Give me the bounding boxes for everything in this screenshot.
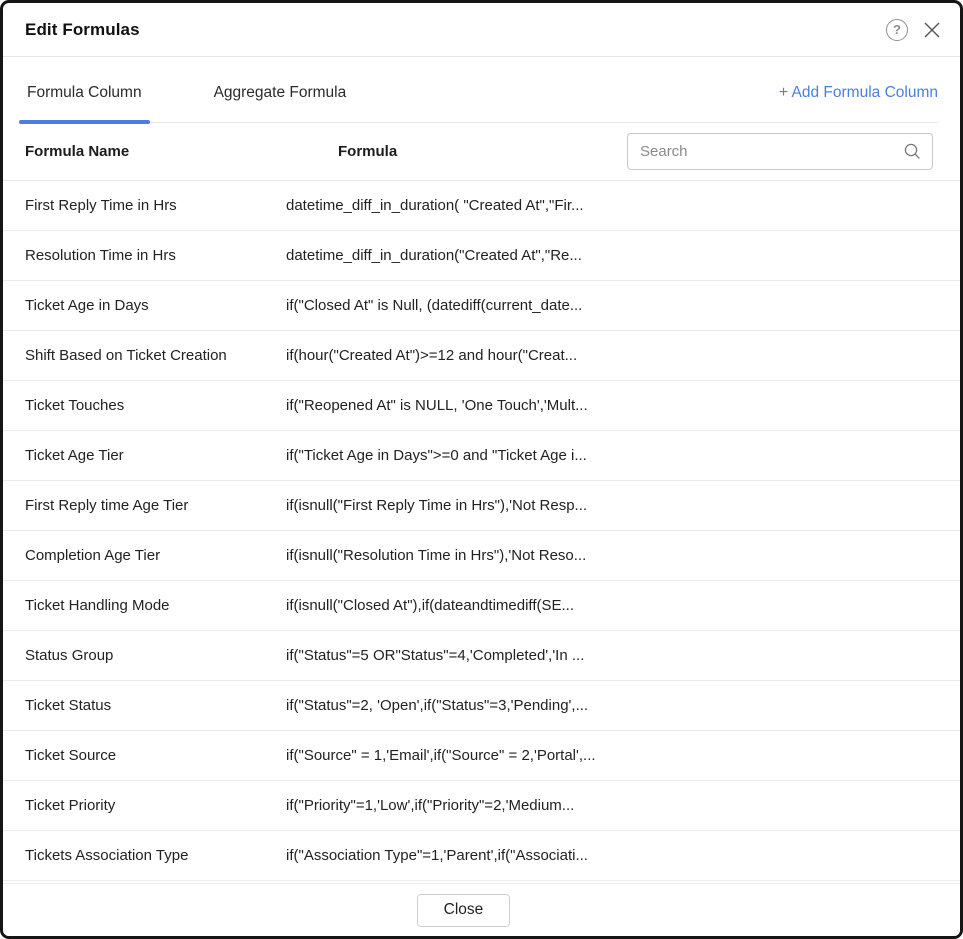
formula-name-cell: Status Group bbox=[25, 647, 114, 664]
formula-table-body bbox=[3, 181, 960, 883]
formula-name-cell: Ticket Touches bbox=[25, 397, 125, 414]
help-icon[interactable] bbox=[886, 19, 908, 41]
table-row[interactable] bbox=[3, 381, 960, 431]
formula-cell: if(isnull("First Reply Time in Hrs"),'Not Resp... bbox=[286, 497, 588, 514]
table-row[interactable] bbox=[3, 281, 960, 331]
add-formula-column-link[interactable]: + Add Formula Column bbox=[779, 84, 938, 101]
table-row[interactable] bbox=[3, 581, 960, 631]
table-row[interactable] bbox=[3, 831, 960, 881]
close-icon[interactable] bbox=[922, 20, 942, 40]
formula-cell: if("Source" = 1,'Email',if("Source" = 2,'Portal',... bbox=[286, 747, 596, 764]
table-row[interactable] bbox=[3, 781, 960, 831]
formula-name-cell: Ticket Status bbox=[25, 697, 112, 714]
search-input[interactable] bbox=[640, 143, 903, 160]
table-header-row bbox=[3, 123, 960, 181]
formula-name-cell: Ticket Age Tier bbox=[25, 447, 124, 464]
formula-name-cell: First Reply Time in Hrs bbox=[25, 197, 177, 214]
formula-cell: if("Ticket Age in Days">=0 and "Ticket Age i... bbox=[286, 447, 587, 464]
formula-name-cell: Completion Age Tier bbox=[25, 547, 161, 564]
table-row[interactable] bbox=[3, 731, 960, 781]
formula-name-cell: Tickets Association Type bbox=[25, 847, 189, 864]
table-row[interactable] bbox=[3, 631, 960, 681]
tab-formula-column[interactable]: Formula Column bbox=[19, 84, 150, 122]
formula-cell: if(isnull("Closed At"),if(dateandtimediff(SE... bbox=[286, 597, 574, 614]
formula-cell: if("Status"=2, 'Open',if("Status"=3,'Pending',... bbox=[286, 697, 589, 714]
formula-name-cell: Shift Based on Ticket Creation bbox=[25, 347, 227, 364]
formula-cell: datetime_diff_in_duration("Created At","Re... bbox=[286, 247, 582, 264]
table-row[interactable] bbox=[3, 231, 960, 281]
formula-cell: if(hour("Created At")>=12 and hour("Creat... bbox=[286, 347, 578, 364]
question-mark-glyph: ? bbox=[886, 19, 908, 41]
formula-name-cell: Ticket Handling Mode bbox=[25, 597, 170, 614]
formula-name-cell: Ticket Age in Days bbox=[25, 297, 149, 314]
formula-cell: if("Closed At" is Null, (datediff(current_date... bbox=[286, 297, 583, 314]
dialog-title: Edit Formulas bbox=[25, 19, 140, 39]
table-row[interactable] bbox=[3, 681, 960, 731]
dialog-footer bbox=[3, 883, 960, 936]
table-row[interactable] bbox=[3, 181, 960, 231]
tab-aggregate-formula[interactable]: Aggregate Formula bbox=[213, 84, 347, 101]
tab-bar bbox=[19, 76, 938, 123]
formula-cell: if("Association Type"=1,'Parent',if("Associati... bbox=[286, 847, 588, 864]
formula-name-cell: Resolution Time in Hrs bbox=[25, 247, 176, 264]
column-header-formula: Formula bbox=[338, 143, 398, 160]
formula-cell: datetime_diff_in_duration( "Created At","Fir... bbox=[286, 197, 584, 214]
formula-name-cell: Ticket Priority bbox=[25, 797, 116, 814]
search-box bbox=[627, 133, 933, 170]
search-icon[interactable] bbox=[903, 142, 922, 161]
formula-name-cell: Ticket Source bbox=[25, 747, 117, 764]
column-header-formula-name: Formula Name bbox=[25, 143, 130, 160]
formula-cell: if("Reopened At" is NULL, 'One Touch','Mult... bbox=[286, 397, 588, 414]
close-button[interactable]: Close bbox=[417, 894, 510, 927]
table-row[interactable] bbox=[3, 531, 960, 581]
formula-name-cell: First Reply time Age Tier bbox=[25, 497, 189, 514]
table-row[interactable] bbox=[3, 331, 960, 381]
table-row[interactable] bbox=[3, 431, 960, 481]
dialog-header bbox=[3, 3, 960, 57]
formula-cell: if(isnull("Resolution Time in Hrs"),'Not Reso... bbox=[286, 547, 587, 564]
formula-cell: if("Status"=5 OR"Status"=4,'Completed','In ... bbox=[286, 647, 585, 664]
formula-cell: if("Priority"=1,'Low',if("Priority"=2,'Medium... bbox=[286, 797, 575, 814]
header-icons bbox=[886, 19, 942, 41]
table-row[interactable] bbox=[3, 481, 960, 531]
